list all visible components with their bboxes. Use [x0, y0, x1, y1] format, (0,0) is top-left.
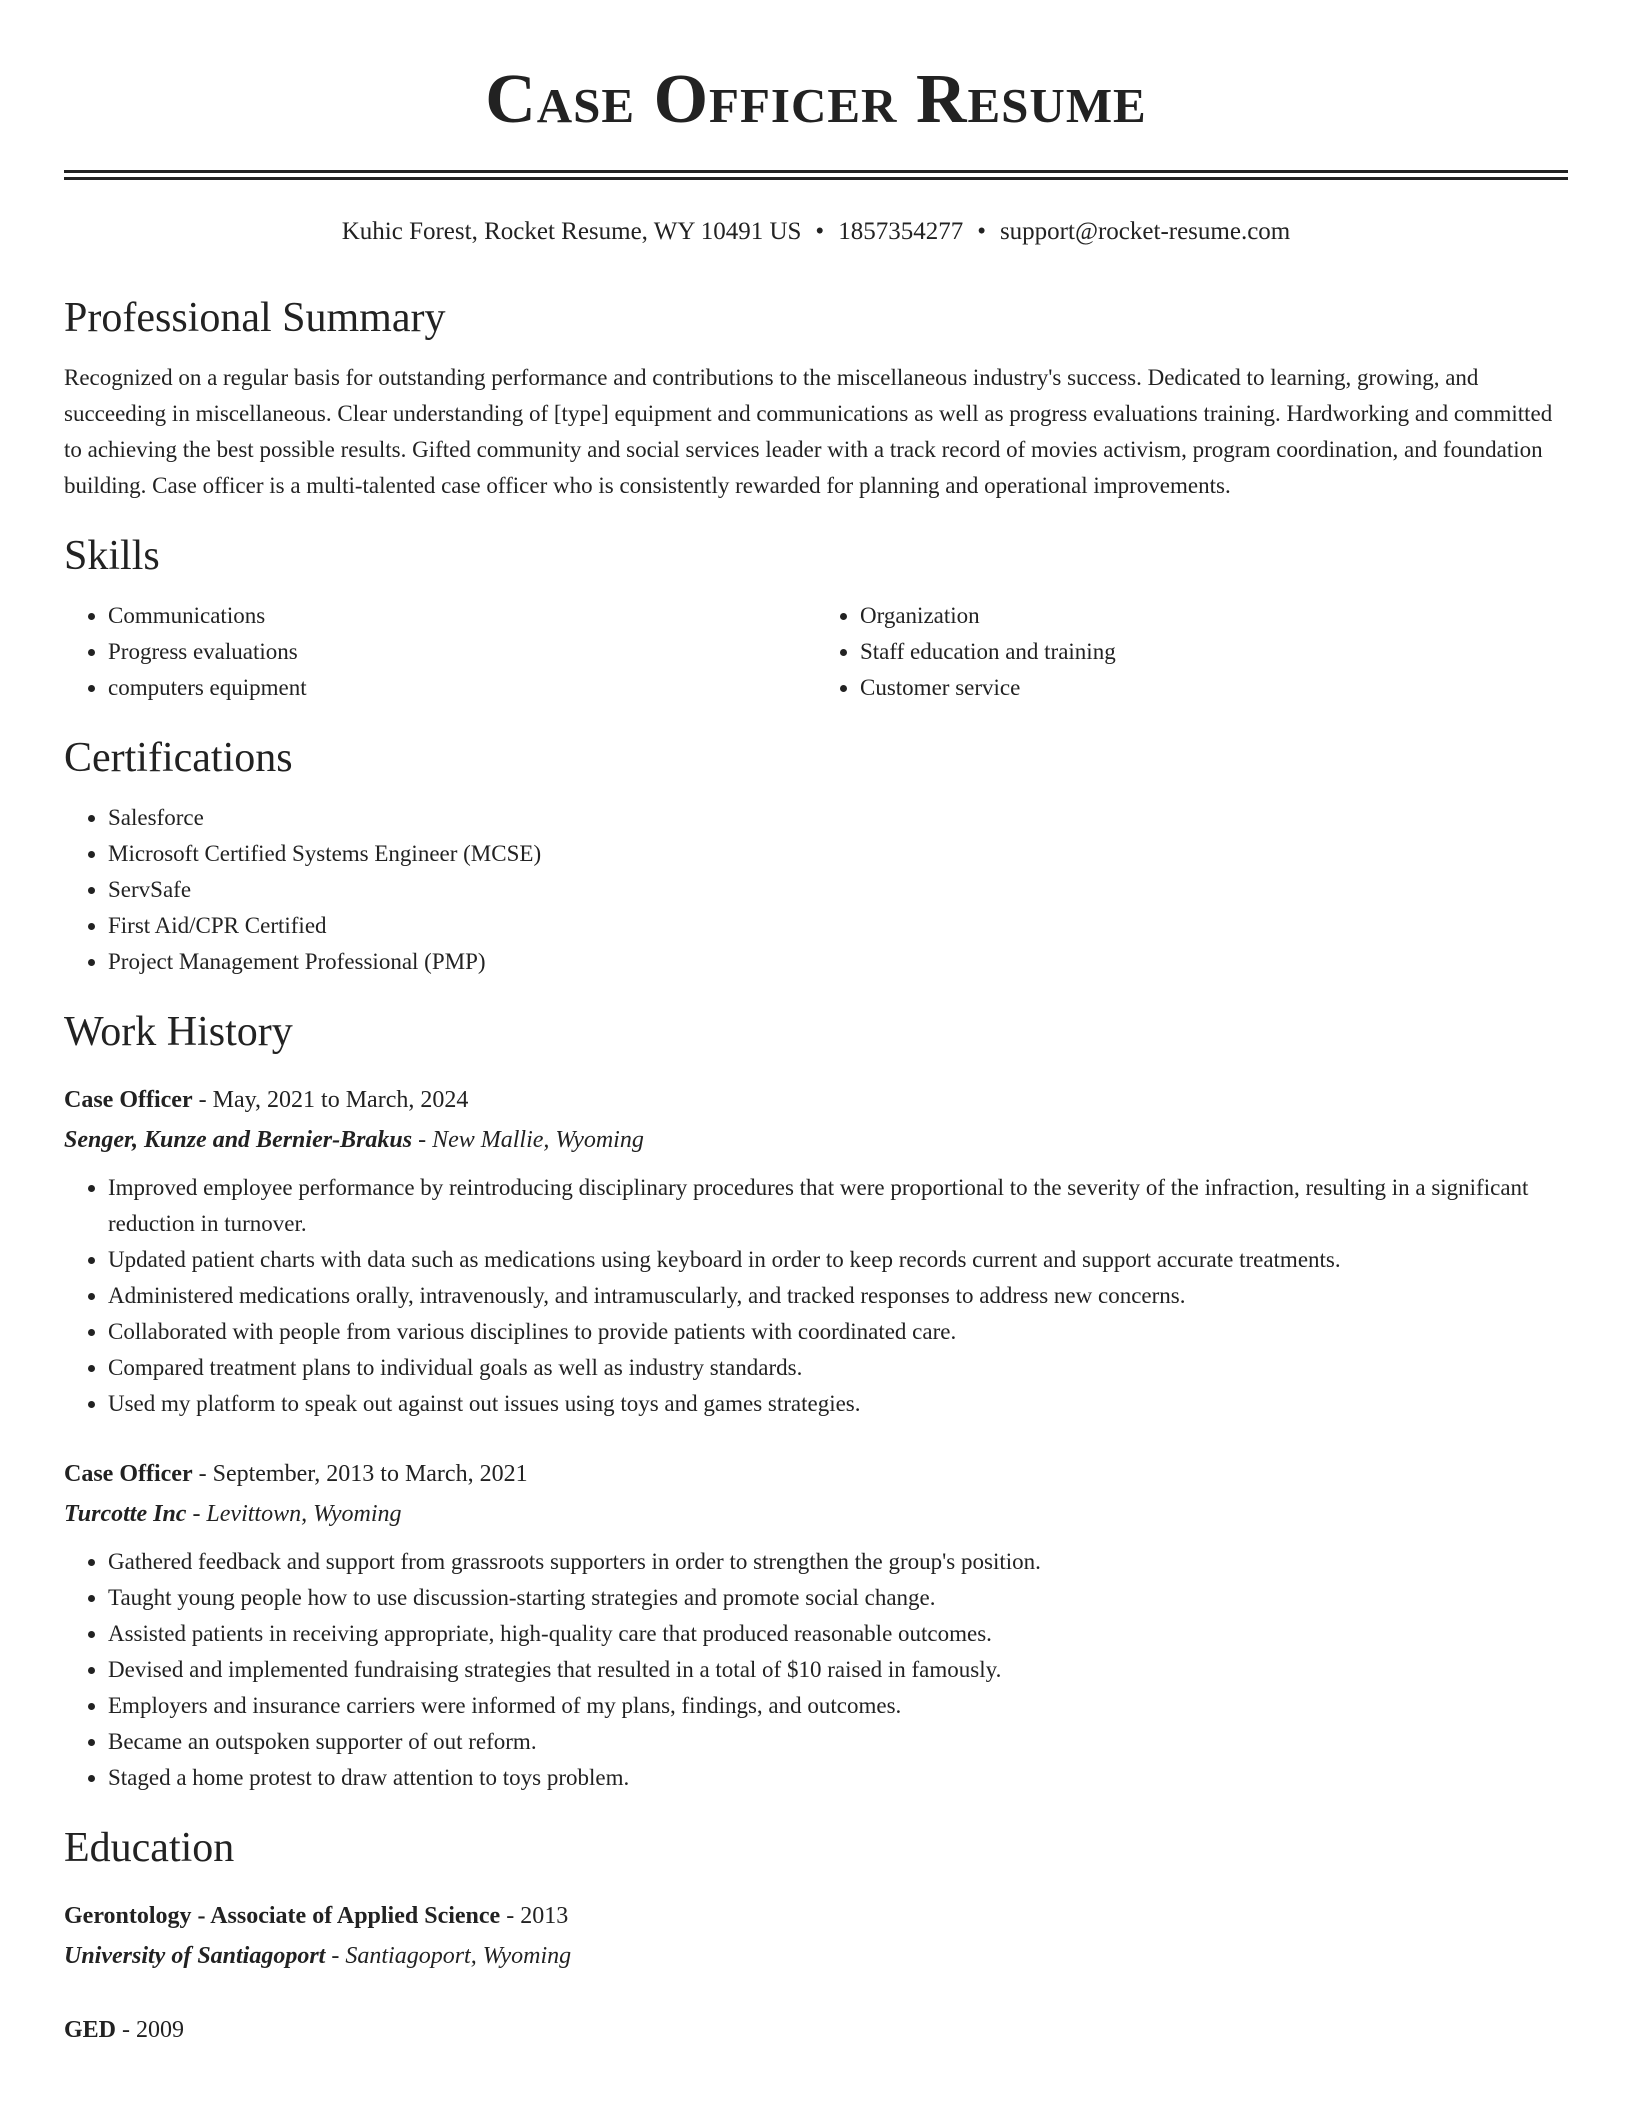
job-dates: - May, 2021 to March, 2024 — [192, 1087, 469, 1113]
skill-item: • Communications — [108, 598, 816, 634]
company-name: Turcotte Inc — [64, 1501, 187, 1527]
job-bullet: • Updated patient charts with data such as medications using keyboard in order to keep records current and support accurate treatments. — [108, 1242, 1568, 1278]
job-bullet: • Assisted patients in receiving appropriate, high-quality care that produced reasonable outcomes. — [108, 1616, 1568, 1652]
job-bullets — [64, 1544, 1568, 1796]
certification-item: • Microsoft Certified Systems Engineer (MCSE) — [108, 836, 1568, 872]
certification-item: • First Aid/CPR Certified — [108, 908, 1568, 944]
education-heading: Education — [64, 1825, 235, 1871]
skills-list-left — [64, 598, 816, 706]
certification-item: • Project Management Professional (PMP) — [108, 944, 1568, 980]
degree-line — [64, 1896, 1568, 1936]
job-title-line — [64, 1454, 1568, 1494]
job-bullet: • Compared treatment plans to individual goals as well as industry standards. — [108, 1350, 1568, 1386]
company-location: - New Mallie, Wyoming — [412, 1127, 644, 1153]
work-history-heading: Work History — [64, 1009, 293, 1055]
job-entry — [64, 1454, 1568, 1796]
job-bullet: • Became an outspoken supporter of out reform. — [108, 1724, 1568, 1760]
contact-separator: • — [815, 218, 825, 245]
company-line — [64, 1494, 1568, 1534]
summary-heading: Professional Summary — [64, 295, 446, 341]
degree-name: Gerontology - Associate of Applied Science — [64, 1903, 501, 1929]
job-title: Case Officer — [64, 1087, 193, 1113]
contact-address: Kuhic Forest, Rocket Resume, WY 10491 US — [341, 218, 802, 245]
company-line — [64, 1120, 1568, 1160]
certifications-list — [64, 800, 1568, 980]
job-bullet: • Devised and implemented fundraising strategies that resulted in a total of $10 raised in famously. — [108, 1652, 1568, 1688]
job-bullet: • Administered medications orally, intravenously, and intramuscularly, and tracked responses to address new concerns. — [108, 1278, 1568, 1314]
education-entry — [64, 1896, 1568, 1976]
contact-separator: • — [977, 218, 986, 245]
degree-name: GED — [64, 2017, 117, 2043]
job-bullet: • Gathered feedback and support from grassroots supporters in order to strengthen the group's position. — [108, 1544, 1568, 1580]
company-name: Senger, Kunze and Bernier-Brakus — [64, 1127, 413, 1153]
degree-line — [64, 2010, 1568, 2050]
contact-email: support@rocket-resume.com — [999, 218, 1291, 245]
school-line — [64, 1936, 1568, 1976]
job-title-line — [64, 1080, 1568, 1120]
contact-line — [64, 216, 1568, 248]
job-bullet: • Used my platform to speak out against out issues using toys and games strategies. — [108, 1386, 1568, 1422]
skills-heading: Skills — [64, 533, 160, 579]
certification-item: • Salesforce — [108, 800, 1568, 836]
job-bullet: • Staged a home protest to draw attention to toys problem. — [108, 1760, 1568, 1796]
title-divider — [64, 170, 1568, 180]
school-name: University of Santiagoport — [64, 1943, 326, 1969]
job-entry — [64, 1080, 1568, 1422]
skill-item: • Organization — [860, 598, 1568, 634]
job-title: Case Officer — [64, 1461, 193, 1487]
school-location: - Santiagoport, Wyoming — [325, 1943, 572, 1969]
job-bullets — [64, 1170, 1568, 1422]
company-location: - Levittown, Wyoming — [186, 1501, 402, 1527]
certifications-heading: Certifications — [64, 735, 293, 781]
skill-item: • Customer service — [860, 670, 1568, 706]
degree-year: - 2013 — [500, 1903, 569, 1929]
certification-item: • ServSafe — [108, 872, 1568, 908]
skills-columns — [64, 598, 1568, 706]
degree-year: - 2009 — [116, 2017, 185, 2043]
skill-item: • computers equipment — [108, 670, 816, 706]
job-bullet: • Collaborated with people from various disciplines to provide patients with coordinated care. — [108, 1314, 1568, 1350]
skills-list-right — [816, 598, 1568, 706]
job-bullet: • Taught young people how to use discussion-starting strategies and promote social change. — [108, 1580, 1568, 1616]
summary-text: Recognized on a regular basis for outstanding performance and contributions to the miscellaneous industry's success. Dedicated to learning, growing, and succeeding in miscellaneous. Clear understanding of [type] equipment and communications as well as progress evaluations training. Hardworking and committed to achieving the best possible results. Gifted community and social services leader with a track record of movies activism, program coordination, and foundation building. Case officer is a multi-talented case officer who is consistently rewarded for planning and operational improvements. — [64, 365, 1553, 498]
education-entry — [64, 2010, 1568, 2050]
skill-item: • Staff education and training — [860, 634, 1568, 670]
job-bullet: • Employers and insurance carriers were informed of my plans, findings, and outcomes. — [108, 1688, 1568, 1724]
page-title: Case Officer Resume — [485, 61, 1147, 138]
skill-item: • Progress evaluations — [108, 634, 816, 670]
job-dates: - September, 2013 to March, 2021 — [192, 1461, 528, 1487]
job-bullet: • Improved employee performance by reintroducing disciplinary procedures that were proportional to the severity of the infraction, resulting in a significant reduction in turnover. — [108, 1170, 1568, 1242]
contact-phone: 1857354277 — [838, 218, 964, 245]
